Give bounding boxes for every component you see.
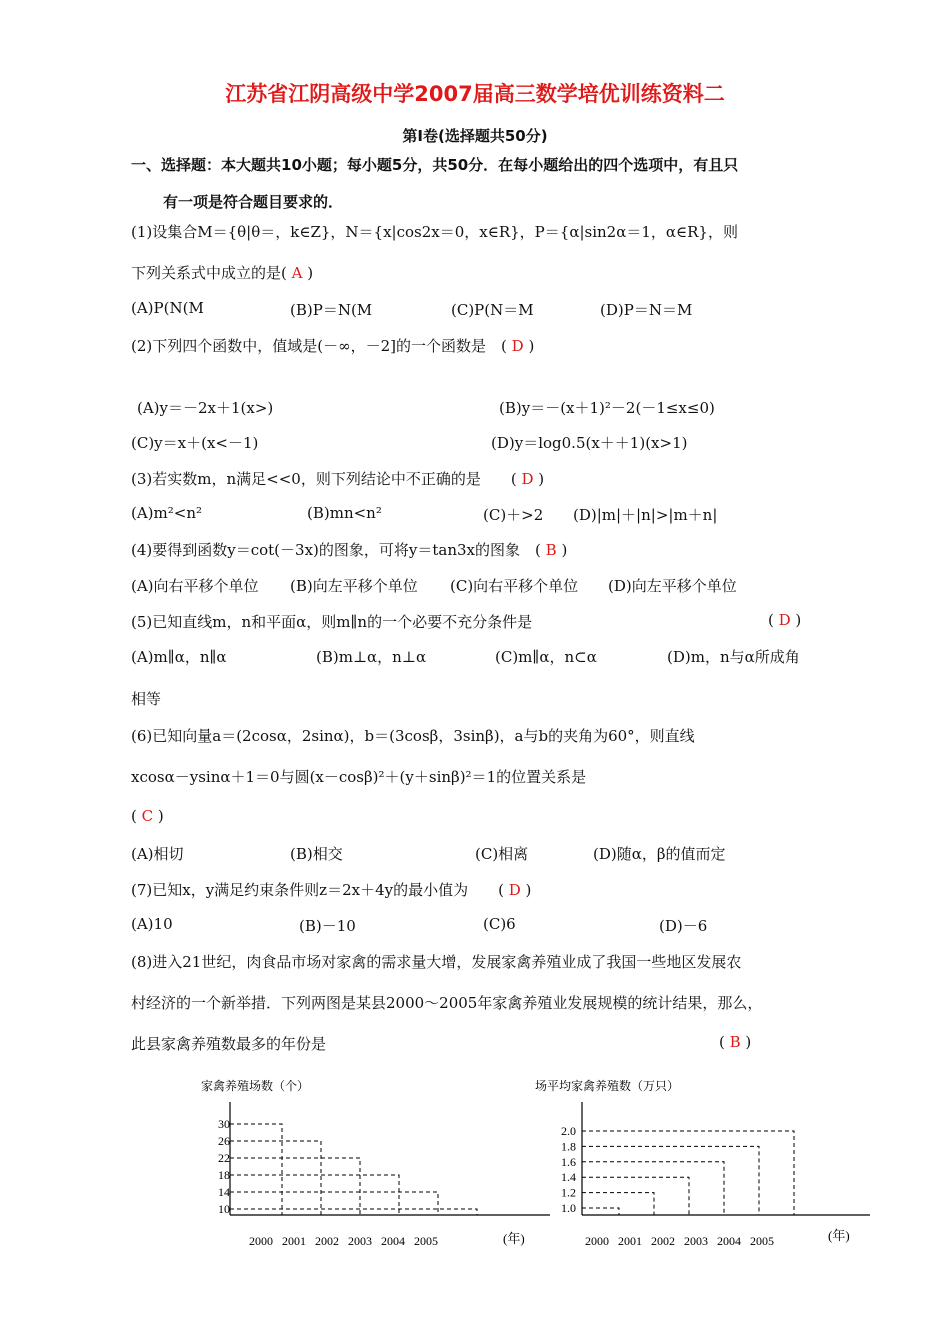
q2-option-c: (C)y＝x＋(x<－1) bbox=[131, 434, 259, 452]
q8-answer-bracket: ( B ) bbox=[719, 1033, 752, 1051]
q4-option-c: (C)向右平移个单位 bbox=[450, 577, 579, 595]
q7-option-d: (D)－6 bbox=[659, 917, 708, 935]
q7-stem: (7)已知x，y满足约束条件则z＝2x＋4y的最小值为 ( D ) bbox=[131, 881, 532, 899]
y-tick-label: 1.6 bbox=[561, 1154, 576, 1169]
q3-option-b: (B)mn<n² bbox=[307, 504, 382, 522]
x-tick-label: 2005 bbox=[414, 1234, 438, 1248]
q2-option-d: (D)y＝log0.5(x＋＋1)(x>1) bbox=[491, 434, 688, 452]
y-tick-label: 1.4 bbox=[561, 1170, 576, 1185]
q5-option-a: (A)m∥α，n∥α bbox=[131, 648, 227, 666]
q1-option-c: (C)P(N＝M bbox=[451, 301, 534, 319]
q4-answer: B bbox=[545, 541, 557, 559]
q3-option-c: (C)＋>2 bbox=[483, 506, 544, 524]
chart-title: 家禽养殖场数（个） bbox=[201, 1079, 310, 1093]
q1-option-d: (D)P＝N＝M bbox=[600, 301, 693, 319]
y-tick-label: 1.2 bbox=[561, 1185, 576, 1200]
q8-stem-line1: (8)进入21世纪，肉食品市场对家禽的需求量大增，发展家禽养殖业成了我国一些地区发展农 bbox=[131, 953, 742, 971]
q6-answer: C bbox=[141, 807, 154, 825]
q5-option-d-continued: 相等 bbox=[131, 690, 162, 708]
q6-answer-bracket: ( C ) bbox=[131, 807, 164, 825]
q6-option-a: (A)相切 bbox=[131, 845, 184, 863]
y-tick-label: 26 bbox=[218, 1134, 230, 1148]
bar-2001 bbox=[230, 1141, 321, 1215]
q5-option-b: (B)m⊥α，n⊥α bbox=[316, 648, 427, 666]
bar-2005 bbox=[230, 1209, 477, 1215]
x-tick-label: 2000 bbox=[249, 1234, 273, 1248]
x-tick-label: 2001 bbox=[282, 1234, 306, 1248]
q2-answer: D bbox=[511, 337, 524, 355]
q8-stem-line3: 此县家禽养殖数最多的年份是 bbox=[131, 1035, 327, 1053]
x-tick-label: 2001 bbox=[618, 1234, 642, 1248]
y-tick-label: 18 bbox=[218, 1168, 230, 1182]
x-tick-label: 2003 bbox=[684, 1234, 708, 1248]
q1-stem-line2: 下列关系式中成立的是( A ) bbox=[131, 264, 314, 282]
bar-2002 bbox=[230, 1158, 360, 1215]
section-instructions-line2: 有一项是符合题目要求的． bbox=[163, 193, 344, 211]
q2-option-a: (A)y＝－2x＋1(x>) bbox=[137, 399, 274, 417]
q4-option-d: (D)向左平移个单位 bbox=[608, 577, 737, 595]
y-tick-label: 10 bbox=[218, 1202, 230, 1216]
q6-option-c: (C)相离 bbox=[475, 845, 529, 863]
q1-option-b: (B)P＝N(M bbox=[290, 301, 373, 319]
bar-2003 bbox=[582, 1162, 724, 1215]
chart-avg-per-farm bbox=[530, 1072, 870, 1272]
q1-option-a: (A)P(N(M bbox=[131, 299, 204, 317]
q2-option-b: (B)y＝－(x＋1)²－2(－1≤x≤0) bbox=[499, 399, 715, 417]
q6-option-d: (D)随α，β的值而定 bbox=[593, 845, 726, 863]
x-axis-label: (年) bbox=[503, 1231, 525, 1246]
x-tick-label: 2002 bbox=[651, 1234, 675, 1248]
q7-option-c: (C)6 bbox=[483, 915, 516, 933]
y-tick-label: 22 bbox=[218, 1151, 230, 1165]
q1-answer: A bbox=[291, 264, 303, 282]
bar-2004 bbox=[230, 1192, 438, 1215]
q8-stem-line2: 村经济的一个新举措．下列两图是某县2000～2005年家禽养殖业发展规模的统计结果，那么， bbox=[131, 994, 763, 1012]
bar-2002 bbox=[582, 1177, 689, 1215]
q7-answer: D bbox=[508, 881, 521, 899]
q6-stem-line2: xcosα－ysinα＋1＝0与圆(x－cosβ)²＋(y＋sinβ)²＝1的位置关系是 bbox=[131, 768, 587, 786]
bar-2001 bbox=[582, 1193, 654, 1215]
q5-stem: (5)已知直线m，n和平面α，则m∥n的一个必要不充分条件是 bbox=[131, 613, 533, 631]
q4-stem: (4)要得到函数y＝cot(－3x)的图象，可将y＝tan3x的图象 ( B ) bbox=[131, 541, 568, 559]
y-tick-label: 2.0 bbox=[561, 1124, 576, 1138]
y-tick-label: 14 bbox=[218, 1185, 230, 1199]
page-title: 江苏省江阴高级中学2007届高三数学培优训练资料二 bbox=[225, 82, 725, 106]
q3-option-a: (A)m²<n² bbox=[131, 504, 203, 522]
q8-answer: B bbox=[729, 1033, 741, 1051]
section-instructions-line1: 一、选择题：本大题共10小题；每小题5分，共50分．在每小题给出的四个选项中，有且只 bbox=[131, 156, 739, 174]
y-tick-label: 30 bbox=[218, 1117, 230, 1131]
q6-option-b: (B)相交 bbox=[290, 845, 343, 863]
q1-stem-line1: (1)设集合M＝{θ|θ＝，k∈Z}，N＝{x|cos2x＝0，x∈R}，P＝{α|sin2α＝1，α∈R}，则 bbox=[131, 223, 738, 241]
q5-answer: D bbox=[778, 611, 791, 629]
q5-answer-bracket: ( D ) bbox=[768, 611, 802, 629]
x-tick-label: 2003 bbox=[348, 1234, 372, 1248]
q7-option-b: (B)－10 bbox=[299, 917, 356, 935]
bar-2004 bbox=[582, 1146, 759, 1215]
x-tick-label: 2000 bbox=[585, 1234, 609, 1248]
bar-2000 bbox=[582, 1208, 619, 1215]
y-tick-label: 1.0 bbox=[561, 1201, 576, 1215]
q2-stem: (2)下列四个函数中，值域是(－∞，－2]的一个函数是 ( D ) bbox=[131, 337, 535, 355]
section-subtitle: 第Ⅰ卷(选择题共50分) bbox=[402, 127, 548, 145]
q6-stem-line1: (6)已知向量a＝(2cosα，2sinα)，b＝(3cosβ，3sinβ)，a与b的夹角为60°，则直线 bbox=[131, 727, 695, 745]
q3-answer: D bbox=[521, 470, 534, 488]
bar-2000 bbox=[230, 1124, 282, 1215]
q3-stem: (3)若实数m，n满足<<0，则下列结论中不正确的是 ( D ) bbox=[131, 470, 545, 488]
x-tick-label: 2005 bbox=[750, 1234, 774, 1248]
x-axis-label: (年) bbox=[828, 1228, 850, 1243]
chart-title: 场平均家禽养殖数（万只） bbox=[535, 1079, 680, 1093]
bar-2005 bbox=[582, 1131, 794, 1215]
q5-option-d: (D)m，n与α所成角 bbox=[667, 648, 800, 666]
y-tick-label: 1.8 bbox=[561, 1139, 576, 1154]
q4-option-a: (A)向右平移个单位 bbox=[131, 577, 259, 595]
x-tick-label: 2004 bbox=[717, 1234, 741, 1248]
x-tick-label: 2004 bbox=[381, 1234, 405, 1248]
q5-option-c: (C)m∥α，n⊂α bbox=[495, 648, 597, 666]
q7-option-a: (A)10 bbox=[131, 915, 173, 933]
q4-option-b: (B)向左平移个单位 bbox=[290, 577, 418, 595]
q3-option-d: (D)|m|＋|n|>|m＋n| bbox=[573, 506, 718, 524]
chart-farm-count bbox=[190, 1072, 550, 1252]
x-tick-label: 2002 bbox=[315, 1234, 339, 1248]
